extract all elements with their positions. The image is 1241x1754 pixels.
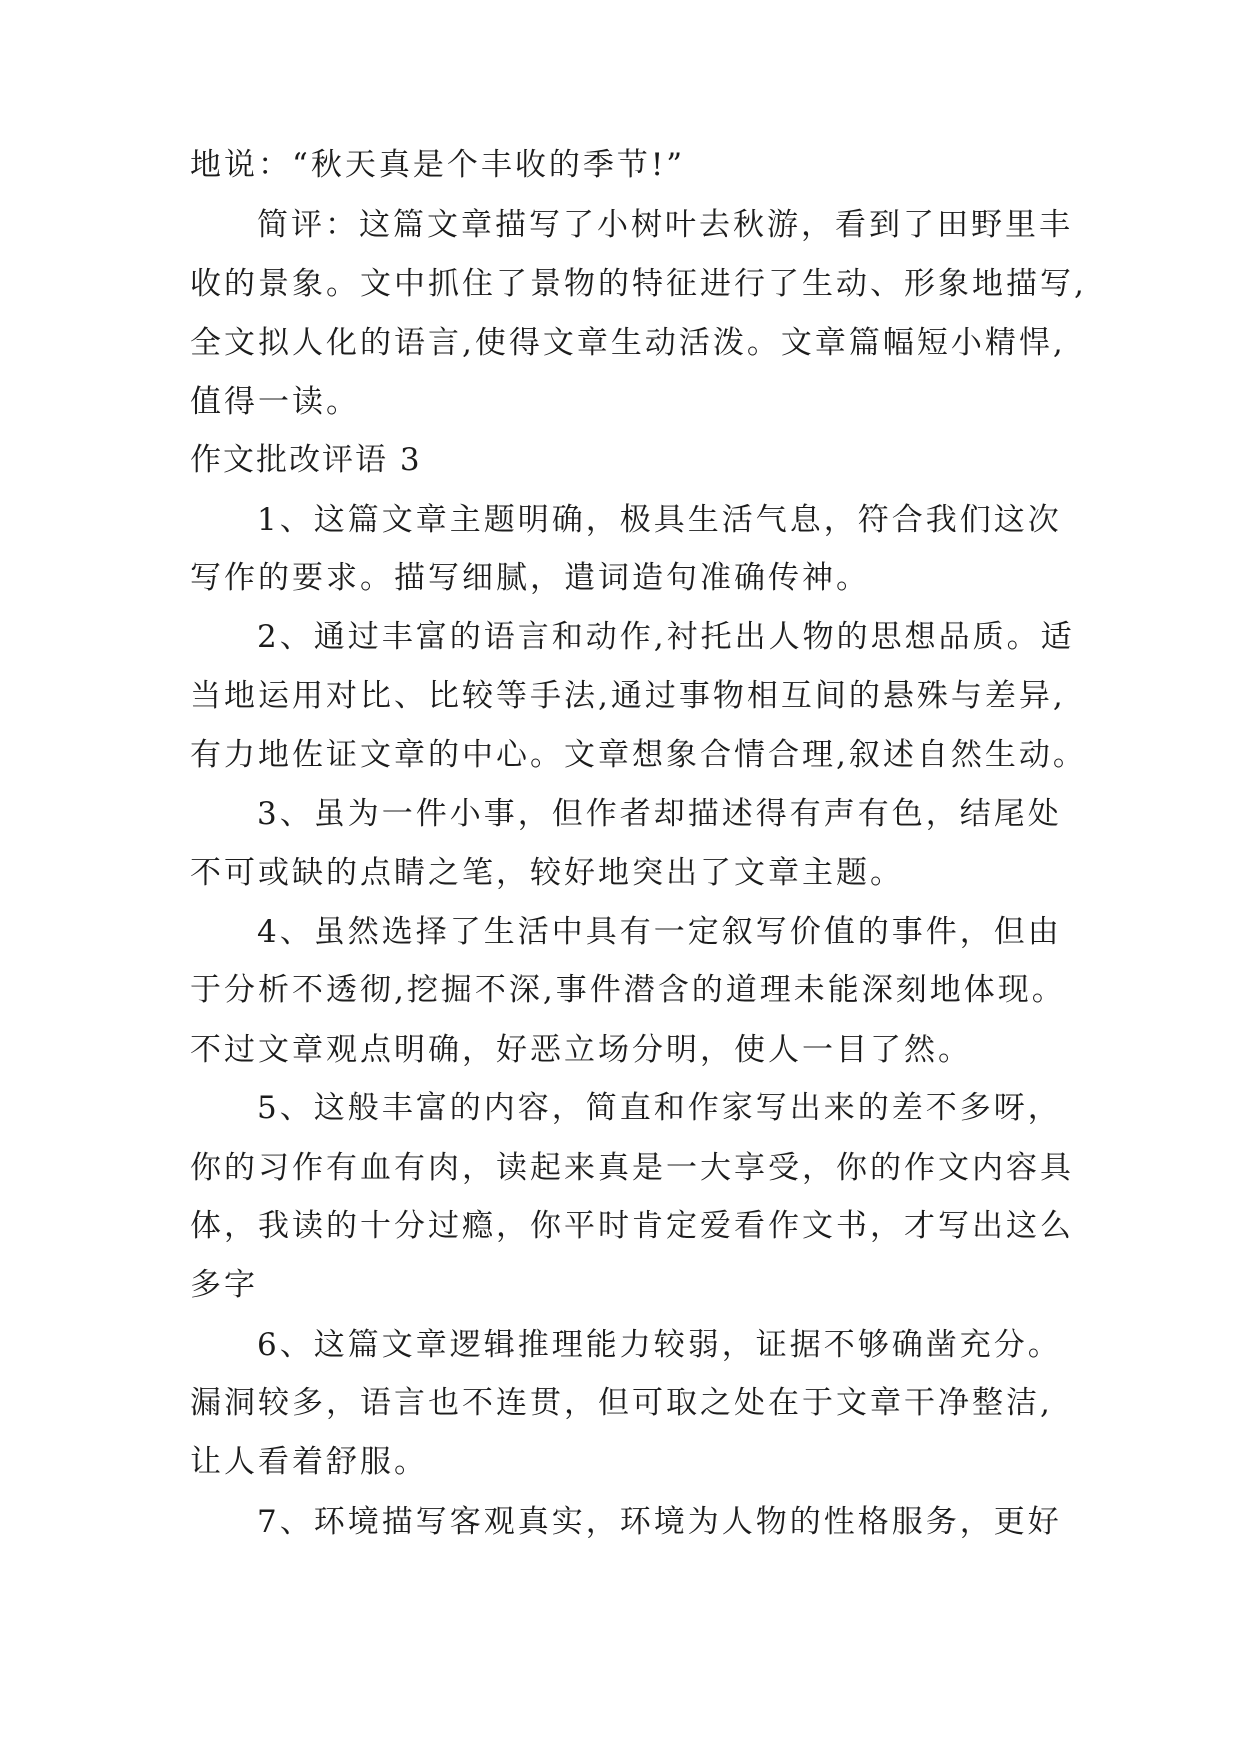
text-line-18: 你的习作有血有肉，读起来真是一大享受，你的作文内容具 bbox=[190, 1150, 1074, 1186]
text-line-8: 写作的要求。描写细腻，遣词造句准确传神。 bbox=[190, 560, 870, 596]
text-line-9: 2、通过丰富的语言和动作,衬托出人物的思想品质。适 bbox=[257, 619, 1075, 655]
text-line-16: 不过文章观点明确，好恶立场分明，使人一目了然。 bbox=[190, 1032, 972, 1068]
text-line-23: 让人看着舒服。 bbox=[190, 1444, 428, 1480]
section-heading: 作文批改评语 3 bbox=[190, 442, 422, 478]
text-line-20: 多字 bbox=[190, 1267, 258, 1303]
text-line-2: 简评：这篇文章描写了小树叶去秋游，看到了田野里丰 bbox=[257, 207, 1073, 243]
text-line-11: 有力地佐证文章的中心。文章想象合情合理,叙述自然生动。 bbox=[190, 737, 1087, 773]
text-line-17: 5、这般丰富的内容，简直和作家写出来的差不多呀， bbox=[257, 1090, 1062, 1126]
text-line-10: 当地运用对比、比较等手法,通过事物相互间的悬殊与差异, bbox=[190, 678, 1066, 714]
text-line-15: 于分析不透彻,挖掘不深,事件潜含的道理未能深刻地体现。 bbox=[190, 972, 1066, 1008]
text-line-14: 4、虽然选择了生活中具有一定叙写价值的事件，但由 bbox=[257, 914, 1062, 950]
text-line-5: 值得一读。 bbox=[190, 384, 360, 420]
text-line-19: 体，我读的十分过瘾，你平时肯定爱看作文书，才写出这么 bbox=[190, 1208, 1074, 1244]
text-line-4: 全文拟人化的语言,使得文章生动活泼。文章篇幅短小精悍, bbox=[190, 325, 1066, 361]
text-line-3: 收的景象。文中抓住了景物的特征进行了生动、形象地描写, bbox=[190, 266, 1087, 302]
text-line-7: 1、这篇文章主题明确，极具生活气息，符合我们这次 bbox=[257, 502, 1062, 538]
text-line-22: 漏洞较多，语言也不连贯，但可取之处在于文章干净整洁, bbox=[190, 1385, 1053, 1421]
text-line-13: 不可或缺的点睛之笔，较好地突出了文章主题。 bbox=[190, 855, 904, 891]
text-line-12: 3、虽为一件小事，但作者却描述得有声有色，结尾处 bbox=[257, 796, 1062, 832]
text-line-21: 6、这篇文章逻辑推理能力较弱，证据不够确凿充分。 bbox=[257, 1327, 1062, 1363]
text-line-24: 7、环境描写客观真实，环境为人物的性格服务，更好 bbox=[257, 1504, 1062, 1540]
text-line-1: 地说：“秋天真是个丰收的季节!” bbox=[190, 147, 686, 183]
